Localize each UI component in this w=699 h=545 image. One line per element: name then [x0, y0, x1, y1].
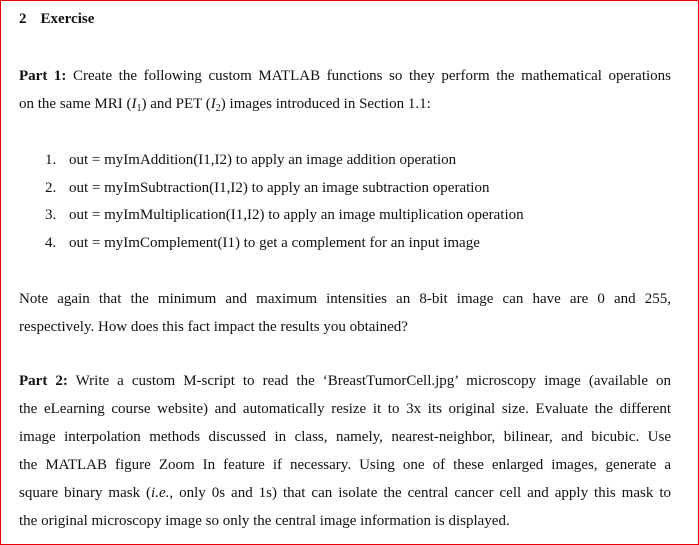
- part1-paragraph: [19, 62, 671, 118]
- list-text: out = myImAddition(I1,I2) to apply an image addition operation: [69, 152, 457, 168]
- list-number: 3.: [45, 207, 57, 224]
- part1-text-1: Create the following custom MATLAB functions so they perform the mathematical operations: [72, 68, 671, 84]
- list-text: out = myImSubtraction(I1,I2) to apply an image subtraction operation: [69, 179, 490, 196]
- section-heading: [19, 11, 94, 28]
- list-item: [45, 174, 524, 202]
- part1-line-2: [19, 90, 671, 118]
- list-text: out = myImMultiplication(I1,I2) to apply an image multiplication operation: [69, 207, 524, 224]
- part2-text-1: Write a custom M-script to read the ‘BreastTumorCell.jpg’ microscopy image (available on: [75, 373, 672, 389]
- section-number: 2: [19, 11, 27, 27]
- mri-subscript: 1: [136, 103, 142, 114]
- pet-subscript: 2: [215, 103, 221, 114]
- part2-line-5: [19, 479, 671, 507]
- part2-line-2: the eLearning course website) and automatically resize it to 3x its original size. Evaluate the different: [19, 401, 671, 417]
- part2-line-6: the original microscopy image so only the central image information is displayed.: [19, 513, 510, 529]
- part2-line-1: [19, 367, 671, 395]
- ie-abbrev: i.e.,: [151, 485, 174, 501]
- part2-label: Part 2:: [19, 373, 68, 389]
- list-number: 2.: [45, 179, 57, 196]
- pet-symbol: I: [210, 96, 216, 112]
- part2-line-4: the MATLAB figure Zoom In feature if necessary. Using one of these enlarged images, generate a: [19, 457, 671, 473]
- part1-text-2b: ) and PET (: [141, 96, 211, 112]
- list-item: [45, 229, 524, 257]
- part1-text-2a: on the same MRI (: [19, 96, 132, 112]
- note-line-1: Note again that the minimum and maximum intensities an 8-bit image can have are 0 and 255,: [19, 291, 671, 307]
- part2-text-5a: square binary mask (: [19, 485, 152, 501]
- note-line-2: respectively. How does this fact impact the results you obtained?: [19, 319, 408, 335]
- part2-text-5b: only 0s and 1s) that can isolate the central cancer cell and apply this mask to: [173, 485, 671, 501]
- mri-symbol: I: [131, 96, 137, 112]
- list-item: [45, 201, 524, 229]
- part1-label: Part 1:: [19, 68, 67, 84]
- list-number: 4.: [45, 234, 57, 251]
- part1-line-1: [19, 62, 671, 90]
- note-paragraph: [19, 285, 671, 341]
- function-list: [45, 146, 524, 256]
- list-number: 1.: [45, 152, 57, 168]
- part2-line-3: image interpolation methods discussed in class, namely, nearest-neighbor, bilinear, and bicubic. Use: [19, 429, 671, 445]
- part1-text-2c: ) images introduced in Section 1.1:: [220, 96, 431, 112]
- list-text: out = myImComplement(I1) to get a complement for an input image: [69, 234, 480, 251]
- list-item: [45, 146, 524, 174]
- section-title: Exercise: [40, 11, 95, 27]
- part2-paragraph: [19, 367, 671, 535]
